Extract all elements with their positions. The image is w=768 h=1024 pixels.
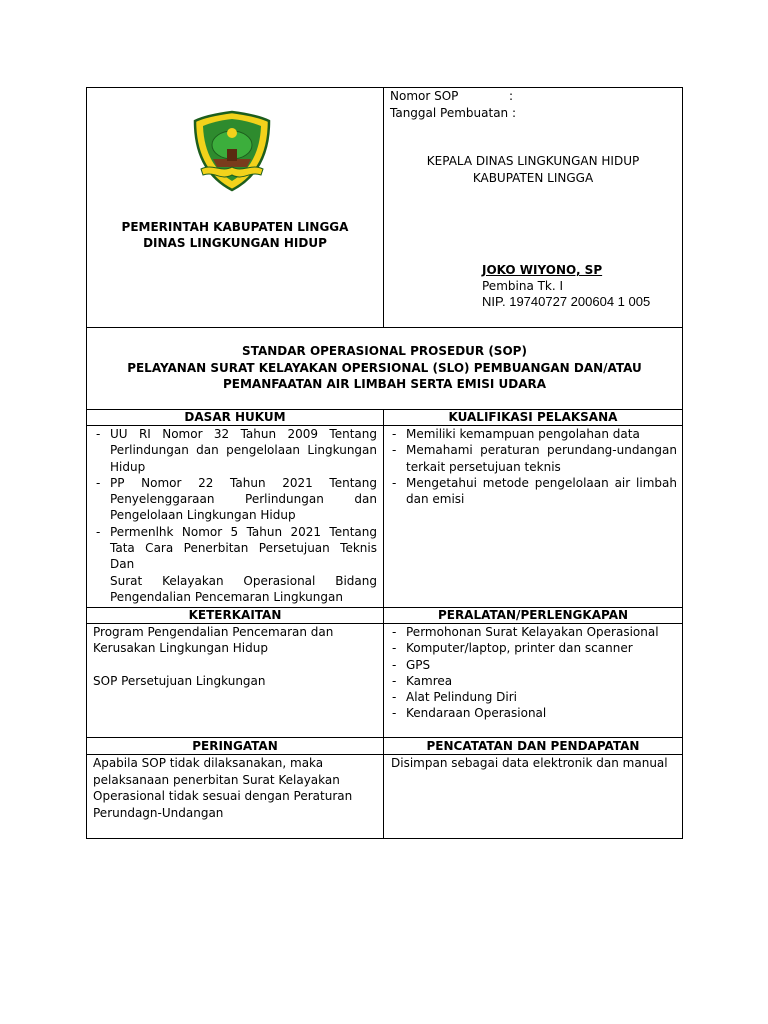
keterkaitan-line1: Program Pengendalian Pencemaran dan xyxy=(93,625,334,639)
list-item: - Memiliki kemampuan pengolahan data xyxy=(389,426,677,442)
peringatan-heading: PERINGATAN xyxy=(192,739,278,753)
kualifikasi-heading: KUALIFIKASI PELAKSANA xyxy=(448,410,618,424)
peringatan-line3: Operasional tidak sesuai dengan Peraturan xyxy=(93,789,353,803)
title-line2: PELAYANAN SURAT KELAYAKAN OPERSIONAL (SLO) PEMBUANGAN DAN/ATAU xyxy=(127,361,642,375)
list-item: - PP Nomor 22 Tahun 2021 Tentang Penyelenggaraan Perlindungan dan Pengelolaan Lingkungan Hidup xyxy=(93,475,377,524)
peralatan-heading: PERALATAN/PERLENGKAPAN xyxy=(437,608,629,622)
dasar-hukum-heading: DASAR HUKUM xyxy=(184,410,286,424)
pencatatan-line1: Disimpan sebagai data elektronik dan manual xyxy=(391,756,668,770)
list-item: - GPS xyxy=(389,657,677,673)
keterkaitan-heading: KETERKAITAN xyxy=(188,608,282,622)
list-item: - UU RI Nomor 32 Tahun 2009 Tentang Perlindungan dan pengelolaan Lingkungan Hidup xyxy=(93,426,377,475)
tanggal-pembuatan-label: Tanggal Pembuatan : xyxy=(390,106,517,120)
kabupaten-lingga-seal-icon xyxy=(191,109,273,193)
sop-document xyxy=(86,87,683,839)
org-name-line2: DINAS LINGKUNGAN HIDUP xyxy=(143,236,327,250)
peralatan-list xyxy=(389,624,677,722)
list-item: - Komputer/laptop, printer dan scanner xyxy=(389,640,677,656)
keterkaitan-line2: Kerusakan Lingkungan Hidup xyxy=(93,641,268,655)
list-item: - Permenlhk Nomor 5 Tahun 2021 Tentang Tata Cara Penerbitan Persetujuan Teknis Dan Surat Kelayakan Operasional Bidang Pengendalian Pencemaran Lingkungan xyxy=(93,524,377,605)
list-item: - Kendaraan Operasional xyxy=(389,705,677,721)
title-line1: STANDAR OPERASIONAL PROSEDUR (SOP) xyxy=(242,344,527,358)
nomor-sop-label: Nomor SOP xyxy=(390,89,459,103)
signer-title-line2: KABUPATEN LINGGA xyxy=(472,171,594,185)
signer-title-line1: KEPALA DINAS LINGKUNGAN HIDUP xyxy=(426,154,640,168)
list-item: - Alat Pelindung Diri xyxy=(389,689,677,705)
signer-rank: Pembina Tk. I xyxy=(482,279,564,293)
kualifikasi-list xyxy=(389,426,677,507)
title-line3: PEMANFAATAN AIR LIMBAH SERTA EMISI UDARA xyxy=(222,377,547,391)
org-name-line1: PEMERINTAH KABUPATEN LINGGA xyxy=(121,220,349,234)
dasar-hukum-list xyxy=(93,426,377,605)
list-item: - Permohonan Surat Kelayakan Operasional xyxy=(389,624,677,640)
signer-name: JOKO WIYONO, SP xyxy=(482,263,603,277)
list-item: - Mengetahui metode pengelolaan air limbah dan emisi xyxy=(389,475,677,508)
signer-nip: NIP. 19740727 200604 1 005 xyxy=(482,294,651,309)
list-item: - Memahami peraturan perundang-undangan terkait persetujuan teknis xyxy=(389,442,677,475)
peringatan-line2: pelaksanaan penerbitan Surat Kelayakan xyxy=(93,773,340,787)
pencatatan-heading: PENCATATAN DAN PENDAPATAN xyxy=(426,739,640,753)
list-item: - Kamrea xyxy=(389,673,677,689)
peringatan-line1: Apabila SOP tidak dilaksanakan, maka xyxy=(93,756,324,770)
keterkaitan-line3: SOP Persetujuan Lingkungan xyxy=(93,674,266,688)
peringatan-line4: Perundagn-Undangan xyxy=(93,806,224,820)
nomor-sop-colon: : xyxy=(509,89,514,103)
